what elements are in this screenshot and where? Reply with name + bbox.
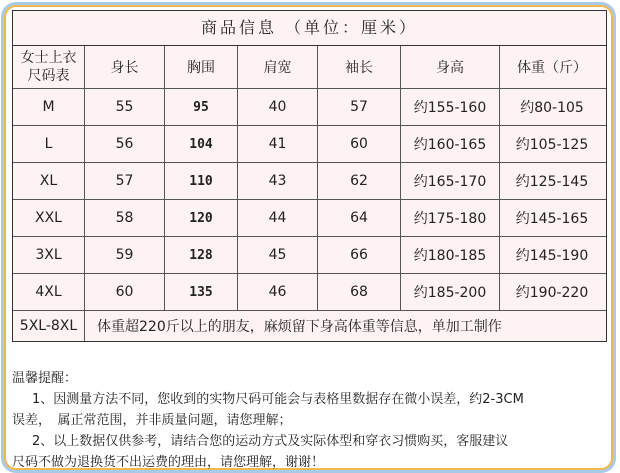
cell-size: 4XL (13, 274, 85, 310)
cell-height: 约175-180 (401, 200, 500, 236)
cell-weight: 约125-145 (515, 174, 589, 190)
table-row (13, 200, 606, 237)
cell-sleeve: 62 (318, 163, 401, 199)
cell-shoulder: 44 (238, 200, 318, 236)
size-chart-card (12, 10, 605, 470)
cell-length: 56 (85, 126, 165, 162)
cell-size: L (13, 126, 85, 162)
cell-length: 58 (85, 200, 165, 236)
note-item-1: 1、因测量方法不同，您收到的实物尺码可能会与表格里数据存在微小误差，约2-3CM (32, 392, 524, 407)
cell-shoulder: 46 (238, 274, 318, 310)
header-weight: 体重（斤） (517, 60, 587, 76)
cell-shoulder: 43 (238, 163, 318, 199)
cell-sleeve: 66 (318, 237, 401, 273)
cell-sleeve: 64 (318, 200, 401, 236)
header-chest: 胸围 (165, 46, 238, 88)
cell-height: 约185-200 (401, 274, 500, 310)
cell-weight: 约190-220 (515, 285, 589, 301)
cell-chest: 110 (165, 163, 238, 199)
cell-weight: 约145-190 (515, 248, 589, 264)
cell-sleeve: 68 (318, 274, 401, 310)
cell-chest: 135 (165, 274, 238, 310)
reminder-notes (12, 368, 605, 473)
cell-size: M (13, 89, 85, 125)
cell-shoulder: 40 (238, 89, 318, 125)
cell-chest: 95 (165, 89, 238, 125)
cell-weight: 约80-105 (520, 100, 584, 116)
header-shoulder: 肩宽 (238, 46, 318, 88)
header-size-line2: 尺码表 (27, 68, 70, 84)
header-height: 身高 (401, 46, 500, 88)
header-size-line1: 女士上衣 (20, 50, 77, 66)
note-item-2-cont: 尺码不做为退换货不出运费的理由，请您理解，谢谢！ (12, 455, 325, 470)
cell-chest: 128 (165, 237, 238, 273)
cell-length: 57 (85, 163, 165, 199)
table-row (13, 163, 606, 200)
table-row (13, 126, 606, 163)
cell-chest: 120 (165, 200, 238, 236)
table-row (13, 237, 606, 274)
table-row (13, 89, 606, 126)
cell-weight: 约105-125 (515, 137, 589, 153)
size-table (12, 10, 607, 342)
note-item-2: 2、以上数据仅供参考，请结合您的运动方式及实际体型和穿衣习惯购买，客服建议 (32, 434, 509, 449)
cell-size: XL (13, 163, 85, 199)
cell-height: 约160-165 (401, 126, 500, 162)
special-note: 体重超220斤以上的朋友，麻烦留下身高体重等信息，单加工制作 (97, 319, 502, 335)
cell-size: XXL (13, 200, 85, 236)
table-row (13, 274, 606, 311)
header-size (13, 46, 85, 88)
cell-height: 约155-160 (401, 89, 500, 125)
table-title: 商品信息 （单位：厘米） (13, 11, 606, 46)
cell-chest: 104 (165, 126, 238, 162)
cell-weight: 约145-165 (515, 211, 589, 227)
cell-shoulder: 45 (238, 237, 318, 273)
header-length: 身长 (85, 46, 165, 88)
cell-size-special: 5XL-8XL (13, 311, 85, 341)
header-row (13, 46, 606, 89)
cell-length: 60 (85, 274, 165, 310)
cell-length: 59 (85, 237, 165, 273)
cell-length: 55 (85, 89, 165, 125)
cell-sleeve: 60 (318, 126, 401, 162)
cell-shoulder: 41 (238, 126, 318, 162)
cell-height: 约165-170 (401, 163, 500, 199)
special-row (13, 311, 606, 341)
notes-heading: 温馨提醒： (12, 371, 78, 386)
cell-size: 3XL (13, 237, 85, 273)
cell-sleeve: 57 (318, 89, 401, 125)
cell-height: 约180-185 (401, 237, 500, 273)
header-sleeve: 袖长 (318, 46, 401, 88)
note-item-1-cont: 误差， 属正常范围，并非质量问题，请您理解； (12, 413, 292, 428)
